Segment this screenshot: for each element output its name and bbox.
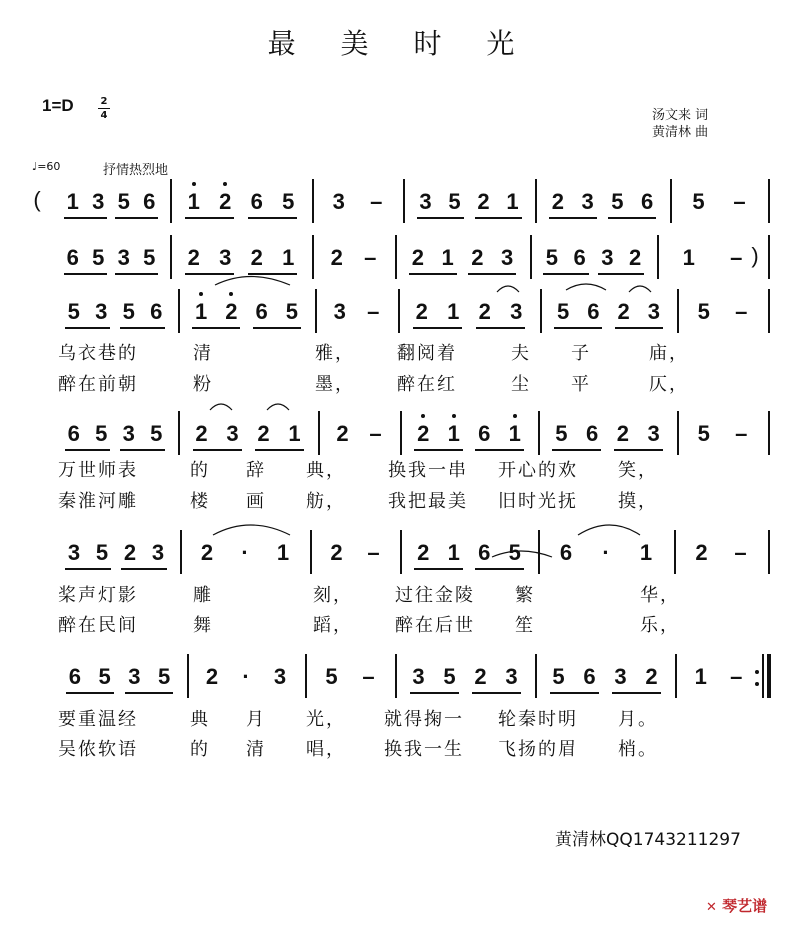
note-digit: 2 [474,664,487,689]
composer-credit: 黄清林 曲 [652,125,709,140]
beam-underline [417,217,464,219]
note-digit: 3 [510,299,523,324]
note-digit: 3 [95,299,108,324]
expression-mark: 抒情热烈地 [103,163,169,178]
note-digit: 2 [330,540,343,565]
note-digit: 5 [325,664,338,689]
note-digit: 6 [559,540,573,565]
bar-line [180,530,182,574]
lyric-line: 吴侬软语 的 清 唱， 换我一生 飞扬的眉 梢。 [58,739,658,760]
lyric-line: 万世师表 的 辞 典， 换我一串 开心的欢 笑， [58,460,658,481]
open-paren: ( [33,187,41,212]
note-digit: 3 [117,245,130,270]
song-title: 最 美 时 光 [267,27,533,60]
high-octave-dot [223,182,227,186]
bar-line [312,179,314,223]
note-digit: 2 [417,421,430,446]
sustain-dash: – [730,245,743,270]
high-octave-dot [452,414,456,418]
bar-line [395,235,397,279]
note-digit: 6 [143,189,156,214]
beam-underline [185,217,235,219]
note-digit: 2 [417,540,430,565]
bar-line [768,289,770,333]
note-digit: 3 [219,245,232,270]
bar-line [398,289,400,333]
repeat-end-bar [767,654,771,698]
note-digit: 5 [692,189,705,214]
bar-line [305,654,307,698]
note-digit: 3 [122,421,135,446]
bar-line [768,530,770,574]
note-digit: 2 [617,299,630,324]
bar-line [762,654,764,698]
note-digit: 5 [117,189,130,214]
note-digit: 5 [92,245,105,270]
beam-underline [549,217,597,219]
repeat-dot [755,682,759,686]
note-digit: 3 [581,189,594,214]
note-digit: 5 [282,189,295,214]
note-digit: 2 [645,664,658,689]
bar-line [768,411,770,455]
note-digit: 6 [150,299,163,324]
note-digit: 2 [478,299,491,324]
augmentation-dot: · [242,664,250,689]
note-digit: 3 [67,540,81,565]
lyric-line: 醉在前朝 粉 墨， 醉在红 尘 平 仄， [58,374,689,395]
bar-line [677,411,679,455]
high-octave-dot [513,414,517,418]
note-digit: 2 [205,664,219,689]
note-digit: 2 [616,421,629,446]
note-digit: 6 [641,189,654,214]
note-digit: 6 [255,299,268,324]
note-digit: 1 [187,189,200,214]
note-digit: 2 [629,245,642,270]
note-digit: 3 [601,245,614,270]
bar-line [670,179,672,223]
bar-line [403,179,405,223]
sustain-dash: – [364,245,377,270]
note-digit: 5 [443,664,456,689]
note-digit: 1 [639,540,653,565]
beam-underline [414,449,463,451]
bar-line [538,411,540,455]
lyric-line: 乌衣巷的 清 雅， 翻阅着 夫 子 庙， [58,343,689,364]
bar-line [674,530,676,574]
note-digit: 2 [415,299,428,324]
beam-underline [65,327,111,329]
augmentation-dot: · [602,540,610,565]
note-digit: 3 [419,189,432,214]
bar-line [768,179,770,223]
note-digit: 1 [195,299,208,324]
bar-line [530,235,532,279]
beam-underline [608,217,656,219]
note-digit: 1 [506,189,519,214]
note-digit: 1 [508,421,521,446]
site-logo: ✕ 琴艺谱 [706,897,768,915]
beam-underline [65,568,111,570]
bar-line [310,530,312,574]
bar-line [400,530,402,574]
note-digit: 2 [225,299,238,324]
note-digit: 6 [587,299,600,324]
beam-underline [414,568,463,570]
beam-underline [64,273,108,275]
note-digit: 6 [478,540,491,565]
note-digit: 2 [471,245,484,270]
beam-underline [120,327,166,329]
high-octave-dot [192,182,196,186]
bar-line [178,411,180,455]
beam-underline [614,449,663,451]
note-digit: 1 [694,664,707,689]
note-digit: 2 [123,540,137,565]
beam-underline [409,273,457,275]
note-digit: 6 [583,664,596,689]
note-digit: 3 [273,664,287,689]
beam-underline [615,327,663,329]
beam-underline [65,449,111,451]
note-digit: 3 [647,299,660,324]
bar-line [677,289,679,333]
beam-underline [255,449,304,451]
note-digit: 5 [508,540,521,565]
beam-underline [192,327,240,329]
sustain-dash: – [367,540,380,565]
note-digit: 6 [68,664,81,689]
note-digit: 5 [122,299,135,324]
note-digit: 2 [411,245,424,270]
beam-underline [476,327,526,329]
sustain-dash: – [370,189,383,214]
beam-underline [543,273,589,275]
lyric-line: 醉在民间 舞 蹈， 醉在后世 笙 乐， [58,615,680,636]
note-digit: 5 [697,421,710,446]
note-digit: 2 [200,540,214,565]
note-digit: 1 [282,245,295,270]
note-digit: 5 [611,189,624,214]
note-digit: 1 [66,189,79,214]
time-signature: 2 4 [98,96,110,121]
note-digit: 6 [573,245,586,270]
bar-line [315,289,317,333]
note-digit: 1 [441,245,454,270]
note-digit: 2 [330,245,343,270]
beam-underline [475,449,524,451]
note-digit: 2 [187,245,200,270]
bar-line [170,235,172,279]
beam-underline [248,217,298,219]
note-digit: 1 [682,245,695,270]
bar-line [318,411,320,455]
note-digit: 1 [447,421,460,446]
note-digit: 5 [95,421,108,446]
lyric-line: 桨声灯影 雕 刻， 过往金陵 繁 华， [58,585,680,606]
note-digit: 5 [95,540,109,565]
beam-underline [185,273,235,275]
note-digit: 5 [98,664,111,689]
bar-line [187,654,189,698]
beam-underline [612,692,661,694]
note-digit: 3 [647,421,660,446]
bar-line [657,235,659,279]
note-digit: 5 [143,245,156,270]
beam-underline [115,217,159,219]
beam-underline [253,327,301,329]
bar-line [170,179,172,223]
sustain-dash: – [362,664,375,689]
beam-underline [472,692,521,694]
beam-underline [115,273,159,275]
bar-line [538,530,540,574]
beam-underline [193,449,242,451]
lyric-line: 秦淮河雕 楼 画 舫， 我把最美 旧时光抚 摸， [58,491,658,512]
note-digit: 2 [219,189,232,214]
sustain-dash: – [735,421,748,446]
note-digit: 2 [250,245,263,270]
bar-line [178,289,180,333]
bar-line [400,411,402,455]
note-digit: 5 [285,299,298,324]
bar-line [395,654,397,698]
beam-underline [475,217,522,219]
sustain-dash: – [369,421,382,446]
sustain-dash: – [367,299,380,324]
note-digit: 3 [128,664,141,689]
bar-line [312,235,314,279]
note-digit: 6 [67,421,80,446]
note-digit: 2 [195,421,208,446]
note-digit: 1 [447,540,460,565]
note-digit: 2 [257,421,270,446]
close-paren: ) [751,243,759,268]
note-digit: 2 [551,189,564,214]
note-digit: 5 [555,421,568,446]
lyricist-credit: 汤文来 词 [652,108,709,123]
note-digit: 6 [586,421,599,446]
high-octave-dot [229,292,233,296]
beam-underline [550,692,599,694]
beam-underline [468,273,516,275]
beam-underline [554,327,602,329]
note-digit: 1 [288,421,301,446]
beam-underline [248,273,298,275]
bar-line [540,289,542,333]
note-digit: 3 [92,189,105,214]
beam-underline [410,692,459,694]
sustain-dash: – [735,299,748,324]
note-digit: 5 [150,421,163,446]
note-digit: 6 [66,245,79,270]
note-digit: 3 [501,245,514,270]
note-digit: 5 [557,299,570,324]
lyric-line: 要重温经 典 月 光， 就得掬一 轮秦时明 月。 [58,709,658,730]
beam-underline [413,327,463,329]
high-octave-dot [421,414,425,418]
note-digit: 1 [447,299,460,324]
note-digit: 1 [276,540,290,565]
note-digit: 2 [336,421,349,446]
note-digit: 5 [67,299,80,324]
note-digit: 3 [226,421,239,446]
note-digit: 5 [552,664,565,689]
note-digit: 6 [250,189,263,214]
high-octave-dot [199,292,203,296]
note-digit: 3 [151,540,165,565]
note-digit: 2 [695,540,708,565]
note-digit: 3 [332,189,345,214]
note-digit: 5 [545,245,558,270]
note-digit: 5 [158,664,171,689]
beam-underline [120,449,166,451]
note-digit: 3 [614,664,627,689]
beam-underline [475,568,524,570]
watermark-text: 黄清林QQ1743211297 [555,830,741,850]
note-digit: 5 [697,299,710,324]
bar-line [675,654,677,698]
beam-underline [598,273,644,275]
bar-line [768,235,770,279]
beam-underline [64,217,108,219]
note-digit: 3 [333,299,346,324]
note-digit: 2 [477,189,490,214]
note-digit: 5 [448,189,461,214]
bar-line [535,179,537,223]
sustain-dash: – [730,664,743,689]
key-signature: 1=D [42,96,74,115]
augmentation-dot: · [241,540,249,565]
sustain-dash: – [733,189,746,214]
tempo-mark: ♩=60 [32,160,61,173]
sustain-dash: – [734,540,747,565]
beam-underline [552,449,601,451]
bar-line [535,654,537,698]
beam-underline [66,692,114,694]
repeat-dot [755,670,759,674]
note-digit: 3 [505,664,518,689]
beam-underline [125,692,173,694]
note-digit: 3 [412,664,425,689]
note-digit: 6 [478,421,491,446]
beam-underline [121,568,167,570]
